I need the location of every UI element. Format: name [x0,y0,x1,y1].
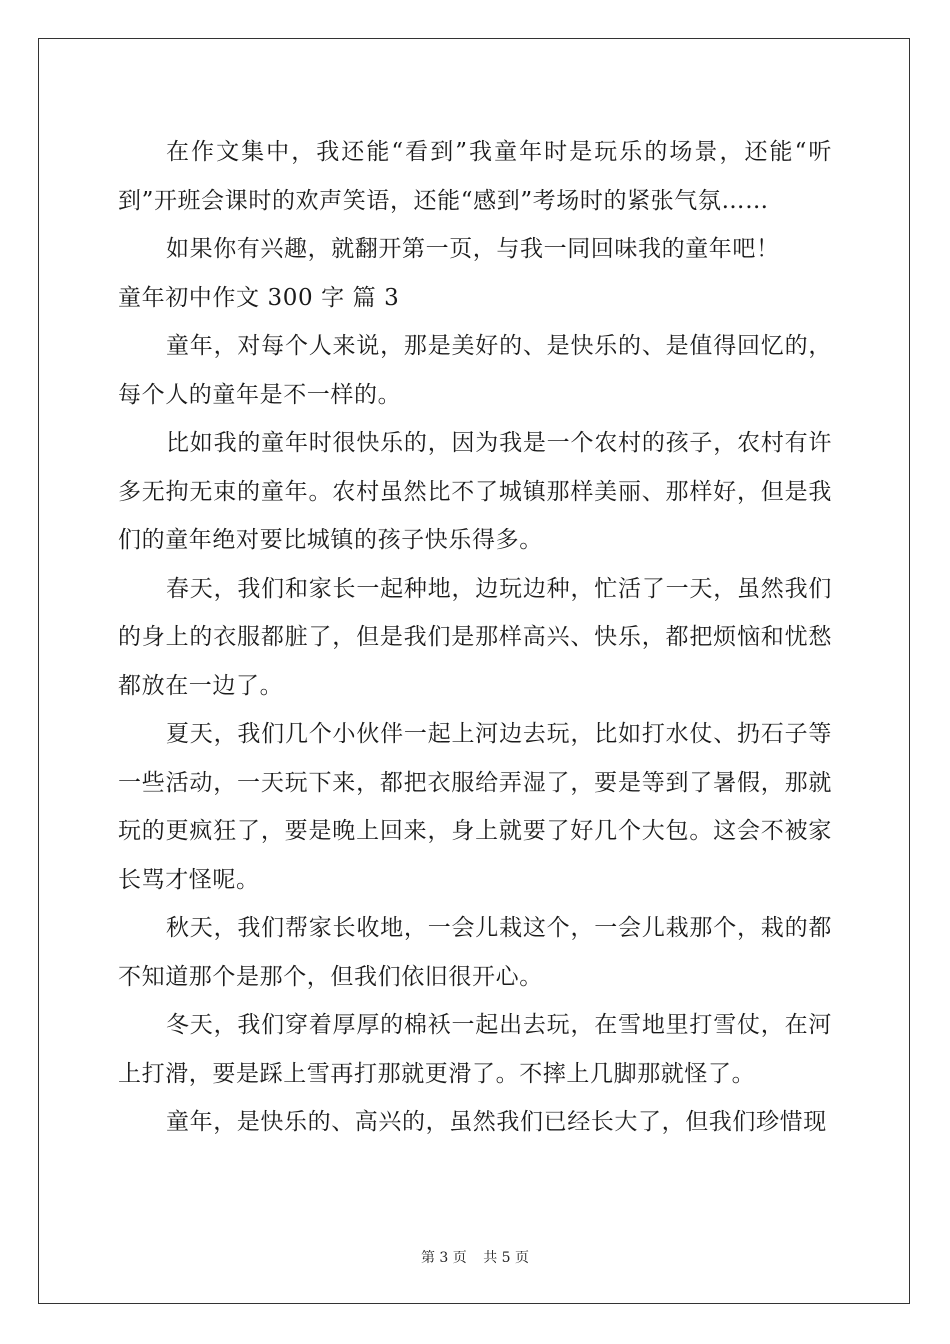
paragraph: 在作文集中，我还能“看到”我童年时是玩乐的场景，还能“听到”开班会课时的欢声笑语，还能“感到”考场时的紧张气氛…… [118,139,832,214]
paragraph: 童年，对每个人来说，那是美好的、是快乐的、是值得回忆的，每个人的童年是不一样的。 [118,333,832,408]
paragraph: 秋天，我们帮家长收地，一会儿栽这个，一会儿栽那个，栽的都不知道那个是那个，但我们依旧很开心。 [118,915,832,990]
document-body [118,128,832,1147]
paragraph: 夏天，我们几个小伙伴一起上河边去玩，比如打水仗、扔石子等一些活动，一天玩下来，都把衣服给弄湿了，要是等到了暑假，那就玩的更疯狂了，要是晚上回来，身上就要了好几个大包。这会不被家长骂才怪呢。 [118,721,832,893]
paragraph: 比如我的童年时很快乐的，因为我是一个农村的孩子，农村有许多无拘无束的童年。农村虽然比不了城镇那样美丽、那样好，但是我们的童年绝对要比城镇的孩子快乐得多。 [118,430,832,553]
page-number-total: 共 5 页 [483,1250,530,1266]
paragraph: 如果你有兴趣，就翻开第一页，与我一同回味我的童年吧！ [166,236,780,262]
page-number-current: 第 3 页 [420,1250,467,1266]
paragraph: 童年，是快乐的、高兴的，虽然我们已经长大了，但我们珍惜现 [166,1109,827,1135]
paragraph: 春天，我们和家长一起种地，边玩边种，忙活了一天，虽然我们的身上的衣服都脏了，但是我们是那样高兴、快乐，都把烦恼和忧愁都放在一边了。 [118,575,832,699]
section-heading: 童年初中作文 300 字 篇 3 [118,284,400,311]
page-footer [0,1247,950,1267]
paragraph: 冬天，我们穿着厚厚的棉袄一起出去玩，在雪地里打雪仗，在河上打滑，要是踩上雪再打那就更滑了。不摔上几脚那就怪了。 [118,1012,832,1087]
